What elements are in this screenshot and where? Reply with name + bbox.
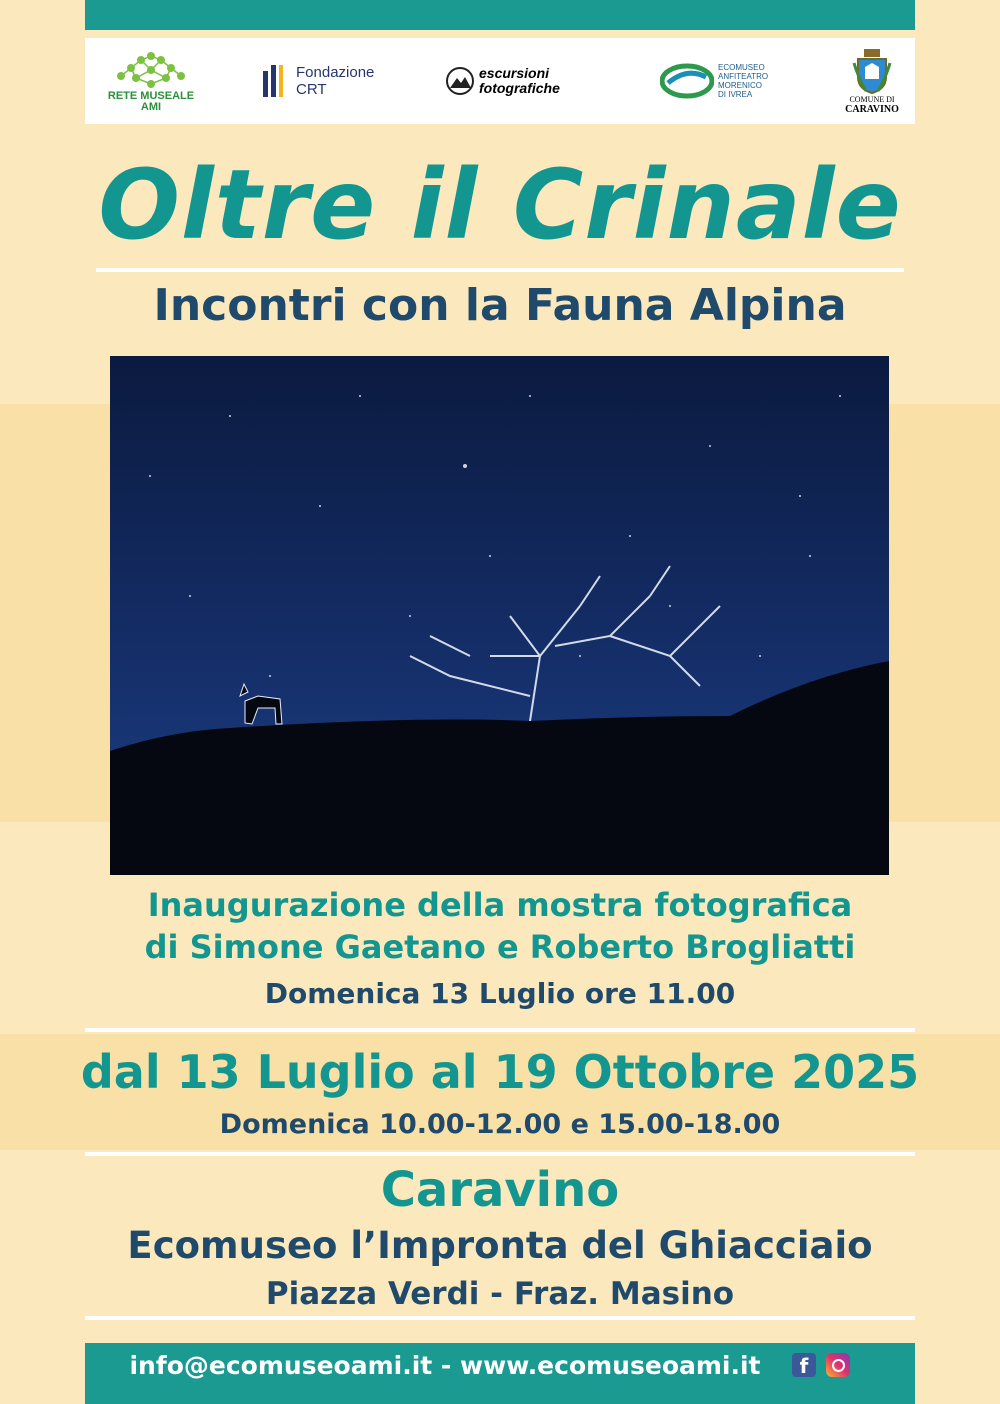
ibex-mountain-icon <box>445 66 475 96</box>
logo-crt-line2: CRT <box>296 81 327 98</box>
logo-ecomuseo-amì <box>660 38 790 124</box>
logo-rete-museale <box>103 38 199 124</box>
logo-ecomuseo-line4: DI IVREA <box>718 90 753 99</box>
location-address: Piazza Verdi - Fraz. Masino <box>265 1276 735 1312</box>
logo-escursioni-line2: fotografiche <box>479 80 560 96</box>
location-town: Caravino <box>380 1162 620 1218</box>
logo-ecomuseo-line1: ECOMUSEO <box>718 63 765 72</box>
logo-comune-line1: COMUNE DI <box>849 95 895 104</box>
contact-info[interactable]: info@ecomuseoami.it - www.ecomuseoami.it <box>129 1351 761 1380</box>
logo-escursioni-fotografiche <box>445 38 595 124</box>
logo-escursioni-line1: escursioni <box>479 65 550 81</box>
logo-fondazione-crt <box>263 38 383 124</box>
instagram-icon[interactable] <box>826 1353 850 1377</box>
divider <box>85 1316 915 1320</box>
coat-of-arms-icon <box>852 47 892 95</box>
sponsor-logos <box>85 38 915 124</box>
exhibition-dates: dal 13 Luglio al 19 Ottobre 2025 <box>80 1045 920 1099</box>
inauguration-line2: di Simone Gaetano e Roberto Brogliatti <box>144 928 856 966</box>
divider <box>85 1028 915 1032</box>
subtitle: Incontri con la Fauna Alpina <box>153 280 847 331</box>
facebook-icon[interactable]: f <box>792 1353 816 1377</box>
location-venue: Ecomuseo l’Impronta del Ghiacciaio <box>127 1224 873 1267</box>
night-photo <box>110 356 889 875</box>
opening-hours: Domenica 10.00-12.00 e 15.00-18.00 <box>219 1109 781 1140</box>
crt-bars-icon <box>263 65 291 97</box>
footer-bar <box>85 1343 915 1404</box>
logo-ecomuseo-line3: MORENICO <box>718 81 762 90</box>
inauguration-date: Domenica 13 Luglio ore 11.00 <box>264 977 736 1010</box>
inauguration-line1: Inaugurazione della mostra fotografica <box>147 886 853 924</box>
network-hexagon-icon <box>111 50 191 90</box>
logo-rete-line1: RETE MUSEALE <box>107 89 195 102</box>
logo-comune-caravino <box>837 38 907 124</box>
logo-rete-line2: AMI <box>140 100 162 113</box>
logo-comune-line2: CARAVINO <box>845 104 899 115</box>
page-title: Oltre il Crinale <box>98 149 902 261</box>
divider <box>96 268 904 272</box>
logo-ecomuseo-line2: ANFITEATRO <box>718 72 769 81</box>
divider <box>85 1152 915 1156</box>
top-bar <box>85 0 915 30</box>
eco-swoosh-icon <box>660 63 714 99</box>
logo-crt-line1: Fondazione <box>296 64 375 81</box>
